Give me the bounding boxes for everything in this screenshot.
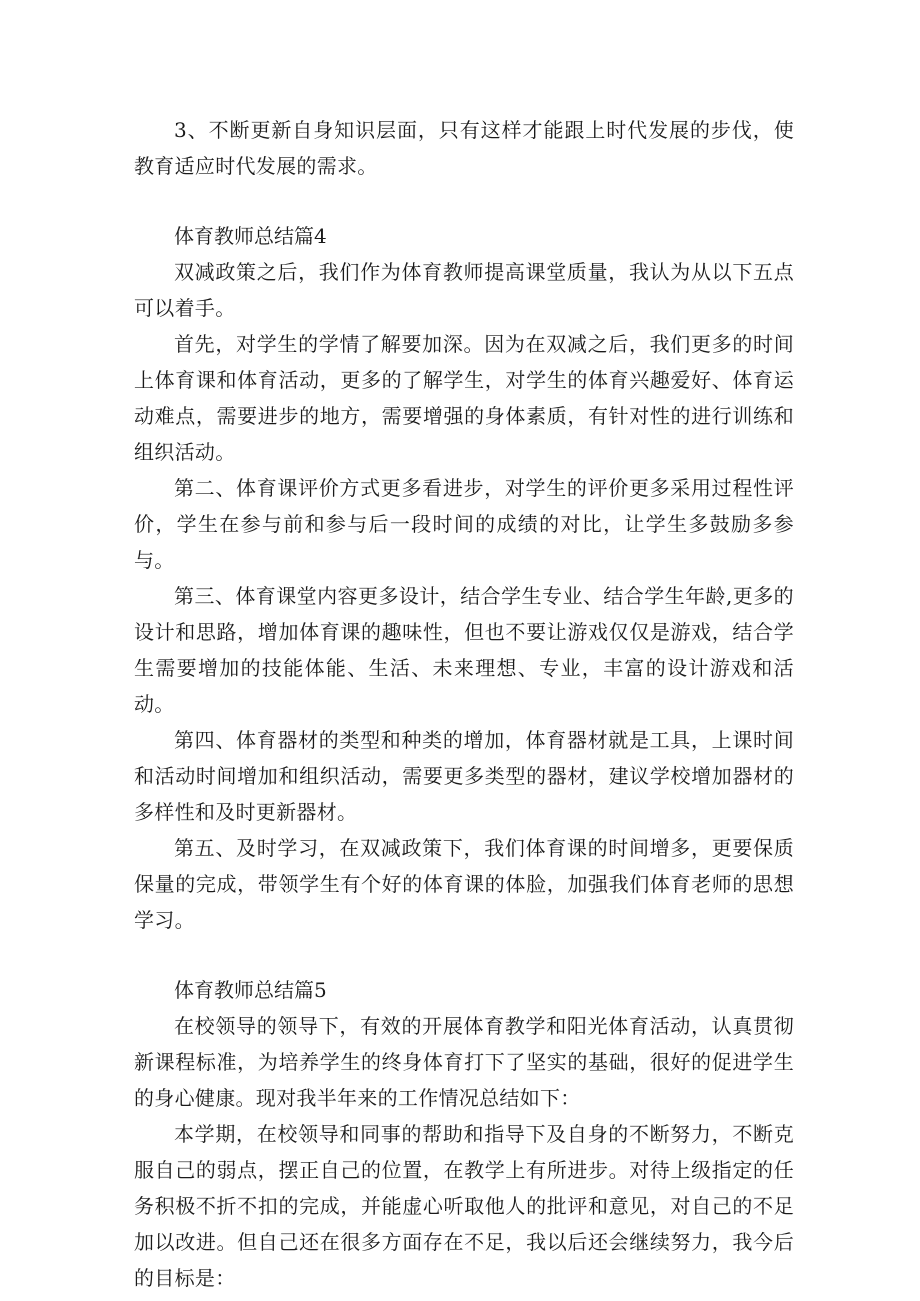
- section-gap: [134, 184, 794, 218]
- paragraph: 首先，对学生的学情了解要加深。因为在双减之后，我们更多的时间上体育课和体育活动，更多的了解学生，对学生的体育兴趣爱好、体育运动难点，需要进步的地方，需要增强的身体素质，有针对性的进行训练和组织活动。: [134, 332, 794, 464]
- section-heading-5: 体育教师总结篇5: [174, 978, 327, 1002]
- section-heading-4: 体育教师总结篇4: [174, 224, 327, 248]
- paragraph: 3、不断更新自身知识层面，只有这样才能跟上时代发展的步伐，使教育适应时代发展的需求。: [134, 118, 794, 178]
- document-body: [134, 112, 794, 1296]
- section-gap: [134, 938, 794, 972]
- paragraph: 第三、体育课堂内容更多设计，结合学生专业、结合学生年龄,更多的设计和思路，增加体育课的趣味性，但也不要让游戏仅仅是游戏，结合学生需要增加的技能体能、生活、未来理想、专业，丰富的设计游戏和活动。: [134, 584, 794, 716]
- paragraph: 在校领导的领导下，有效的开展体育教学和阳光体育活动，认真贯彻新课程标准，为培养学生的终身体育打下了坚实的基础，很好的促进学生的身心健康。现对我半年来的工作情况总结如下：: [134, 1014, 794, 1110]
- paragraph: 第二、体育课评价方式更多看进步，对学生的评价更多采用过程性评价，学生在参与前和参与后一段时间的成绩的对比，让学生多鼓励多参与。: [134, 476, 794, 572]
- paragraph: 双减政策之后，我们作为体育教师提高课堂质量，我认为从以下五点可以着手。: [134, 260, 794, 320]
- paragraph: 第五、及时学习，在双减政策下，我们体育课的时间增多，更要保质保量的完成，带领学生有个好的体育课的体脸，加强我们体育老师的思想学习。: [134, 836, 794, 932]
- paragraph: 第四、体育器材的类型和种类的增加，体育器材就是工具，上课时间和活动时间增加和组织活动，需要更多类型的器材，建议学校增加器材的多样性和及时更新器材。: [134, 728, 794, 824]
- paragraph: 本学期，在校领导和同事的帮助和指导下及自身的不断努力，不断克服自己的弱点，摆正自己的位置，在教学上有所进步。对待上级指定的任务积极不折不扣的完成，并能虚心听取他人的批评和意见，对自己的不足加以改进。但自己还在很多方面存在不足，我以后还会继续努力，我今后的目标是：: [134, 1122, 794, 1290]
